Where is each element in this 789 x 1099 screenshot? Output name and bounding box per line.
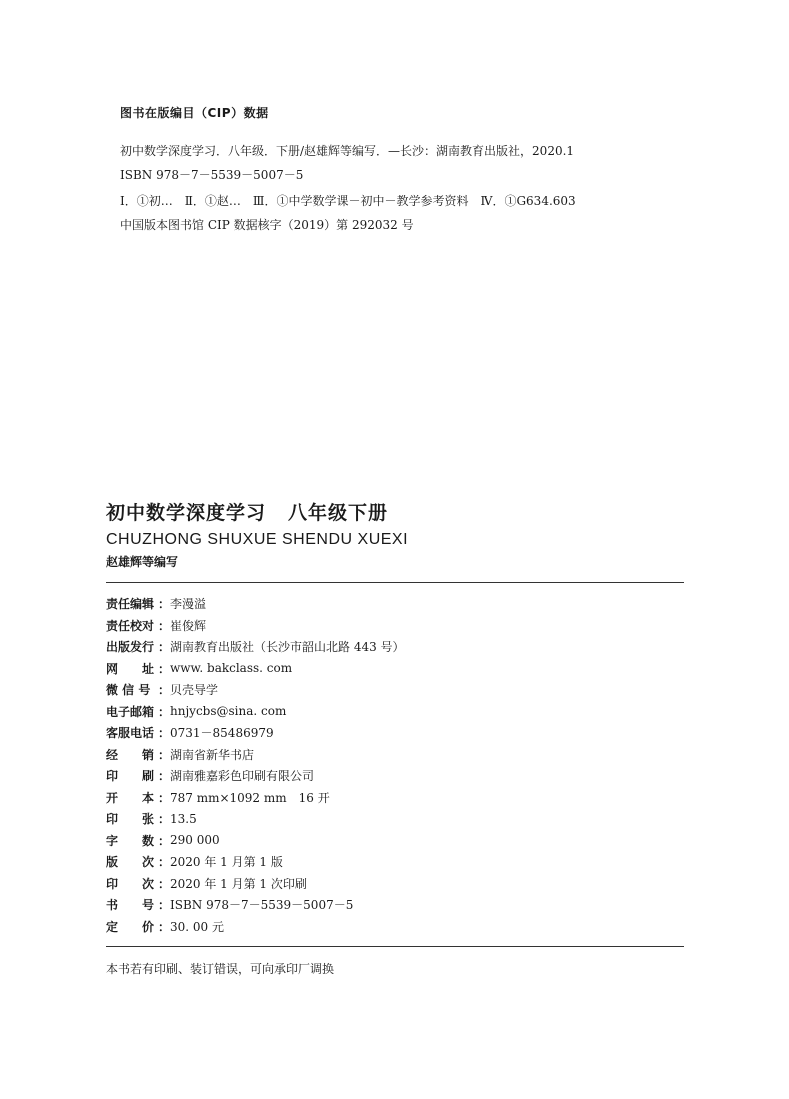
info-label: 字 数 ： bbox=[106, 833, 170, 848]
info-row bbox=[106, 615, 684, 637]
info-row bbox=[106, 851, 684, 873]
info-label: 客服电话 ： bbox=[106, 726, 170, 741]
divider-bottom bbox=[106, 946, 684, 947]
info-label: 印 张 ： bbox=[106, 812, 170, 827]
info-row bbox=[106, 701, 684, 723]
info-label: 电子邮箱 ： bbox=[106, 704, 170, 719]
info-row bbox=[106, 916, 684, 938]
info-label-text: 责任校对 bbox=[106, 618, 155, 633]
info-value: 湖南雅嘉彩色印刷有限公司 bbox=[170, 769, 315, 784]
info-label: 版 次 ： bbox=[106, 855, 170, 870]
info-label: 经 销 ： bbox=[106, 747, 170, 762]
cip-isbn-line: ISBN 978－7－5539－5007－5 bbox=[120, 168, 304, 182]
cip-heading: 图书在版编目（CIP）数据 bbox=[120, 106, 269, 120]
book-title-main: 初中数学深度学习 bbox=[106, 502, 267, 524]
info-label-text: 定 价 bbox=[106, 919, 155, 934]
info-row bbox=[106, 593, 684, 615]
info-value: ISBN 978－7－5539－5007－5 bbox=[170, 898, 354, 913]
info-label: 印 刷 ： bbox=[106, 769, 170, 784]
info-value: www. bakclass. com bbox=[170, 661, 293, 676]
info-value: 湖南教育出版社（长沙市韶山北路 443 号） bbox=[170, 640, 405, 655]
info-value: 李漫溢 bbox=[170, 597, 207, 612]
info-label: 印 次 ： bbox=[106, 876, 170, 891]
info-row bbox=[106, 787, 684, 809]
info-label-text: 字 数 bbox=[106, 833, 155, 848]
info-label-text: 印 次 bbox=[106, 876, 155, 891]
info-label-text: 微 信 号 bbox=[106, 683, 151, 698]
info-row bbox=[106, 830, 684, 852]
info-label: 出版发行 ： bbox=[106, 640, 170, 655]
info-row bbox=[106, 894, 684, 916]
cip-description-line: 初中数学深度学习．八年级．下册/赵雄辉等编写．—长沙：湖南教育出版社，2020.1 bbox=[120, 144, 575, 158]
info-value: 贝壳导学 bbox=[170, 683, 219, 698]
info-value: 30. 00 元 bbox=[170, 919, 224, 934]
info-row bbox=[106, 765, 684, 787]
book-title bbox=[106, 498, 686, 525]
info-row bbox=[106, 636, 684, 658]
info-value: 0731－85486979 bbox=[170, 726, 274, 741]
info-value: 13.5 bbox=[170, 811, 197, 826]
info-label-text: 版 次 bbox=[106, 855, 155, 870]
info-value: 2020 年 1 月第 1 次印刷 bbox=[170, 876, 307, 891]
info-value: 崔俊辉 bbox=[170, 618, 207, 633]
info-label-text: 经 销 bbox=[106, 747, 155, 762]
publication-info bbox=[106, 593, 684, 937]
info-label-text: 印 张 bbox=[106, 812, 155, 827]
info-label-text: 印 刷 bbox=[106, 769, 155, 784]
cip-classification-line: Ⅰ．①初… Ⅱ．①赵… Ⅲ．①中学数学课－初中－教学参考资料 Ⅳ．①G634.603 bbox=[120, 194, 576, 208]
info-row bbox=[106, 679, 684, 701]
info-row bbox=[106, 744, 684, 766]
cip-block bbox=[120, 104, 680, 237]
info-value: hnjycbs@sina. com bbox=[170, 704, 287, 719]
info-value: 290 000 bbox=[170, 833, 220, 848]
title-block bbox=[106, 498, 686, 570]
footer-notice: 本书若有印刷、装订错误，可向承印厂调换 bbox=[106, 962, 335, 976]
info-label-text: 客服电话 bbox=[106, 726, 155, 741]
info-label: 定 价 ： bbox=[106, 919, 170, 934]
info-row bbox=[106, 808, 684, 830]
book-title-pinyin: CHUZHONG SHUXUE SHENDU XUEXI bbox=[106, 531, 409, 548]
cip-record-line: 中国版本图书馆 CIP 数据核字（2019）第 292032 号 bbox=[120, 218, 414, 232]
info-value: 湖南省新华书店 bbox=[170, 747, 255, 762]
info-label-text: 书 号 bbox=[106, 898, 155, 913]
info-label: 开 本 ： bbox=[106, 790, 170, 805]
info-row bbox=[106, 658, 684, 680]
info-row bbox=[106, 873, 684, 895]
info-label-text: 电子邮箱 bbox=[106, 704, 155, 719]
info-label-text: 出版发行 bbox=[106, 640, 155, 655]
info-value: 2020 年 1 月第 1 版 bbox=[170, 855, 283, 870]
info-row bbox=[106, 722, 684, 744]
info-label: 责任校对 ： bbox=[106, 618, 170, 633]
book-title-subtitle: 八年级下册 bbox=[288, 502, 389, 524]
info-label: 责任编辑 ： bbox=[106, 597, 170, 612]
info-label: 网 址 ： bbox=[106, 661, 170, 676]
info-label-text: 网 址 bbox=[106, 661, 155, 676]
info-label: 书 号 ： bbox=[106, 898, 170, 913]
info-label-text: 责任编辑 bbox=[106, 597, 155, 612]
info-label-text: 开 本 bbox=[106, 790, 155, 805]
divider-top bbox=[106, 582, 684, 583]
info-label: 微 信 号 ： bbox=[106, 683, 170, 698]
info-value: 787 mm×1092 mm 16 开 bbox=[170, 790, 330, 805]
book-author: 赵雄辉等编写 bbox=[106, 555, 179, 569]
